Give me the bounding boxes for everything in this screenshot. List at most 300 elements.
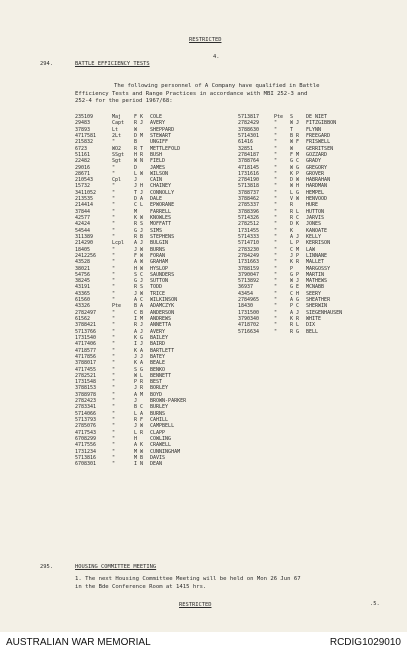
service-number: 210543 — [75, 177, 94, 184]
rank: Pte — [112, 303, 122, 310]
initials: H — [134, 435, 138, 442]
initials: K A — [134, 360, 144, 367]
rank: " — [112, 278, 116, 285]
service-number: 2783341 — [75, 404, 97, 411]
rank: Sgt — [112, 158, 122, 165]
surname: SIMS — [150, 227, 163, 234]
surname: CLAPP — [150, 429, 166, 436]
service-number: 4718702 — [238, 322, 260, 329]
item-295-title: HOUSING COMMITTEE MEETING — [75, 564, 157, 570]
rank: " — [112, 417, 116, 423]
rank: " — [112, 259, 116, 266]
initials: K G — [134, 334, 144, 341]
rank: " — [274, 290, 278, 297]
service-number: 214290 — [75, 240, 94, 247]
service-number: 5713766 — [75, 328, 97, 335]
service-number: 3788017 — [75, 360, 97, 367]
initials: D — [134, 164, 138, 171]
rank: Lcpl — [112, 240, 125, 247]
initials: L A — [134, 410, 144, 417]
service-number: 2782423 — [75, 398, 97, 405]
surname: CONNOLLY — [150, 189, 175, 196]
page-number: 4. — [213, 54, 220, 60]
service-number: 6723 — [75, 145, 88, 152]
service-number: 29016 — [75, 164, 91, 171]
surname: STEPHENS — [150, 233, 175, 240]
initials: W — [290, 145, 294, 152]
surname: FRISWELL — [306, 139, 331, 146]
rank: " — [112, 454, 116, 461]
rank: " — [112, 252, 116, 259]
rank: " — [112, 385, 116, 392]
service-number: 3788421 — [75, 322, 97, 329]
service-number: 3788396 — [238, 208, 260, 215]
service-number: 3790340 — [238, 316, 260, 322]
surname: BULGIN — [150, 240, 169, 247]
service-number: 1731234 — [75, 448, 97, 455]
rank: " — [274, 227, 278, 234]
rank: " — [274, 233, 278, 240]
initials: D W — [290, 177, 300, 184]
initials: C H — [290, 290, 300, 297]
rank: " — [274, 221, 278, 228]
initials: J — [134, 177, 138, 184]
surname: HURE — [306, 202, 319, 209]
rank: " — [112, 410, 116, 417]
rank: " — [274, 132, 278, 139]
service-number: 61560 — [75, 297, 91, 304]
surname: GERRITSEN — [306, 145, 334, 152]
surname: EPWORANE — [150, 202, 175, 209]
surname: JAMES — [150, 164, 166, 171]
surname: FREEGARD — [306, 132, 331, 139]
rank: " — [274, 126, 278, 133]
initials: L P — [290, 240, 300, 247]
initials: W F — [290, 139, 300, 146]
service-number: 4717406 — [75, 341, 97, 348]
service-number: 215832 — [75, 139, 94, 146]
service-number: 235109 — [75, 114, 94, 120]
service-number: 15732 — [75, 183, 91, 190]
rank: " — [274, 139, 278, 146]
surname: STEWART — [150, 132, 172, 139]
surname: ANDERSON — [150, 309, 175, 316]
initials: W L — [134, 372, 144, 379]
surname: CRAWELL — [150, 442, 172, 449]
service-number: 2782512 — [238, 221, 260, 228]
surname: DALE — [150, 196, 163, 203]
rank: " — [274, 158, 278, 165]
rank: " — [112, 461, 116, 468]
initials: W G — [290, 164, 300, 171]
initials: G P — [290, 271, 300, 278]
initials: J P — [290, 252, 300, 259]
surname: BATEY — [150, 353, 166, 360]
rank: " — [274, 120, 278, 127]
rank: " — [112, 322, 116, 329]
surname: SUTTON — [150, 278, 169, 285]
rank: " — [112, 316, 116, 322]
initials: S G — [134, 366, 144, 373]
service-number: 4717455 — [75, 366, 97, 373]
surname: WHITE — [306, 316, 322, 322]
rank: " — [274, 170, 278, 177]
rank: " — [274, 252, 278, 259]
surname: KERRISON — [306, 240, 331, 247]
rank: " — [112, 429, 116, 436]
service-number: 2785076 — [75, 423, 97, 430]
surname: MARGOSSY — [306, 265, 331, 272]
surname: BENKO — [150, 366, 166, 373]
rank: " — [112, 448, 116, 455]
surname: HUTTON — [306, 208, 325, 215]
service-number: 2785337 — [238, 202, 260, 209]
surname: GOZZARD — [306, 151, 328, 158]
initials: I N — [134, 461, 144, 468]
initials: R J — [134, 120, 144, 127]
initials: B R — [290, 132, 300, 139]
rank: " — [112, 360, 116, 367]
service-number: 4718145 — [238, 164, 260, 171]
surname: MATHEWS — [306, 278, 328, 285]
service-number: 51161 — [75, 151, 91, 158]
surname: FARRELL — [150, 208, 172, 215]
initials: K — [290, 227, 294, 234]
initials: W — [134, 126, 138, 133]
initials: K R — [290, 259, 300, 266]
initials: W N — [134, 158, 144, 165]
service-number: 2412256 — [75, 252, 97, 259]
personnel-list-left — [75, 114, 230, 468]
initials: L R — [134, 429, 144, 436]
rank: " — [112, 139, 116, 146]
rank: " — [112, 265, 116, 272]
surname: DAVIS — [150, 454, 166, 461]
surname: BROWN-PARKER — [150, 398, 187, 405]
rank: " — [274, 164, 278, 171]
surname: MARTIN — [306, 271, 325, 278]
initials: R S — [134, 284, 144, 291]
archive-name: AUSTRALIAN WAR MEMORIAL — [6, 637, 151, 648]
service-number: 37893 — [75, 126, 91, 133]
service-number: 3411052 — [75, 189, 97, 196]
surname: TODD — [150, 284, 163, 291]
initials: B C — [134, 404, 144, 411]
rank: " — [274, 309, 278, 316]
surname: GREGORY — [306, 164, 328, 171]
surname: SAUNDERS — [150, 271, 175, 278]
intro-line-3: 252-4 for the period 1967/68: — [75, 98, 173, 104]
service-number: 5714333 — [238, 233, 260, 240]
service-number: 43326 — [75, 303, 91, 310]
rank: " — [274, 189, 278, 196]
surname: METTLEFOLD — [150, 145, 181, 152]
rank: " — [112, 221, 116, 228]
rank: " — [112, 208, 116, 215]
rank: " — [274, 278, 278, 285]
surname: BARTLETT — [150, 347, 175, 354]
initials: R L — [290, 208, 300, 215]
initials: D A — [134, 196, 144, 203]
rank: " — [112, 297, 116, 304]
rank: " — [274, 145, 278, 152]
service-number: 29483 — [75, 120, 91, 127]
surname: MCNABB — [306, 284, 325, 291]
surname: DIX — [306, 322, 316, 329]
surname: JONES — [306, 221, 322, 228]
surname: KELLY — [306, 233, 322, 240]
initials: J W — [134, 246, 144, 253]
rank: " — [274, 259, 278, 266]
initials: R G — [290, 328, 300, 335]
initials: G J — [134, 278, 144, 285]
initials: R T — [134, 145, 144, 152]
rank: " — [112, 189, 116, 196]
surname: BEALE — [150, 360, 166, 367]
service-number: 38245 — [75, 278, 91, 285]
intro-line-1: The following personnel of A Company have qualified in Battle — [114, 83, 320, 89]
rank: " — [112, 353, 116, 360]
rank: " — [274, 202, 278, 209]
surname: FLYNN — [306, 126, 322, 133]
initials: K W — [134, 215, 144, 221]
service-number: 43365 — [75, 290, 91, 297]
initials: H R — [134, 151, 144, 158]
rank: " — [112, 183, 116, 190]
surname: CHAINEY — [150, 183, 172, 190]
initials: D K — [290, 221, 300, 228]
rank: Capt — [112, 120, 125, 127]
initials: M W — [134, 448, 144, 455]
service-number: 4717581 — [75, 132, 97, 139]
service-number: 3790047 — [238, 271, 260, 278]
initials: A K — [134, 442, 144, 449]
initials: R C — [290, 215, 300, 221]
surname: LAW — [306, 246, 316, 253]
surname: HEMPEL — [306, 189, 325, 196]
surname: TRICE — [150, 290, 166, 297]
personnel-row — [75, 461, 230, 467]
rank: " — [112, 366, 116, 373]
archive-footer — [0, 632, 407, 654]
initials: F W — [134, 252, 144, 259]
initials: A M — [134, 391, 144, 398]
service-number: 22482 — [75, 158, 91, 165]
initials: W J — [290, 278, 300, 285]
surname: CUNNINGHAM — [150, 448, 181, 455]
surname: AVERY — [150, 120, 166, 127]
surname: BEST — [150, 379, 163, 386]
initials: R — [290, 202, 294, 209]
initials: D M — [134, 132, 144, 139]
intro-line-2: Efficiency Tests and Range Practices in accordance with MBI 252-3 and — [75, 90, 308, 97]
initials: S C — [134, 271, 144, 278]
initials: I M — [134, 316, 144, 322]
surname: CAHILL — [150, 417, 169, 423]
initials: A C — [134, 297, 144, 304]
service-number: 61416 — [238, 139, 254, 146]
rank: " — [274, 284, 278, 291]
surname: BOYD — [150, 391, 163, 398]
service-number: 1731455 — [238, 227, 260, 234]
surname: HABRAHAN — [306, 177, 331, 184]
service-number: 1731663 — [238, 259, 260, 266]
service-number: 5714066 — [75, 410, 97, 417]
rank: " — [112, 341, 116, 348]
initials: M B — [134, 454, 144, 461]
item-295-line-1: 1. The next Housing Committee Meeting will be held on Mon 26 Jun 67 — [75, 576, 301, 582]
initials: S — [290, 114, 294, 120]
service-number: 2784249 — [238, 252, 260, 259]
rank: " — [112, 435, 116, 442]
service-number: 18405 — [75, 246, 91, 253]
rank: " — [274, 303, 278, 310]
surname: BORLEY — [150, 385, 169, 392]
rank: " — [112, 398, 116, 405]
surname: BAILEY — [150, 334, 169, 341]
rank: " — [274, 151, 278, 158]
initials: A G — [290, 297, 300, 304]
initials: C L — [134, 202, 144, 209]
initials: M — [134, 208, 138, 215]
service-number: 3788159 — [238, 265, 260, 272]
rank: " — [274, 196, 278, 203]
service-number: 36937 — [238, 284, 254, 291]
surname: COLE — [150, 114, 163, 120]
initials: K R — [290, 316, 300, 322]
service-number: 5716634 — [238, 328, 260, 335]
service-number: 42424 — [75, 221, 91, 228]
service-number: 2783230 — [238, 246, 260, 253]
initials: P R — [134, 379, 144, 386]
service-number: 2784965 — [238, 297, 260, 304]
service-number: 43528 — [75, 259, 91, 266]
surname: WILSON — [150, 170, 169, 177]
service-number: 3788737 — [238, 189, 260, 196]
rank: Lt — [112, 126, 119, 133]
initials: L G — [290, 189, 300, 196]
surname: SHERWIN — [306, 303, 328, 310]
service-number: 3788630 — [238, 126, 260, 133]
rank: " — [274, 271, 278, 278]
rank: " — [112, 328, 116, 335]
service-number: 37844 — [75, 208, 91, 215]
initials: A W — [134, 259, 144, 266]
surname: BELL — [306, 328, 319, 335]
personnel-row — [238, 329, 386, 335]
surname: ANDREWS — [150, 316, 172, 322]
service-number: 2784190 — [238, 177, 260, 184]
surname: CAIN — [150, 177, 163, 184]
service-number: 4717556 — [75, 442, 97, 449]
initials: B — [134, 139, 138, 146]
service-number: 4718577 — [75, 347, 97, 354]
initials: F M — [290, 151, 300, 158]
rank: " — [274, 246, 278, 253]
personnel-list-right — [238, 114, 386, 335]
service-number: 5713818 — [238, 183, 260, 190]
service-number: 2782429 — [238, 120, 260, 127]
surname: GRAHAM — [150, 259, 169, 266]
initials: B A — [134, 303, 144, 310]
rank: SSgt — [112, 151, 125, 158]
initials: V W — [290, 196, 300, 203]
classification-top: RESTRICTED — [189, 37, 222, 43]
rank: Maj — [112, 114, 122, 120]
rank: " — [274, 183, 278, 190]
initials: R J — [134, 322, 144, 329]
surname: FORAN — [150, 252, 166, 259]
service-number: 1731500 — [238, 309, 260, 316]
surname: FITZGIBBON — [306, 120, 337, 127]
surname: GRADY — [306, 158, 322, 165]
service-number: 214414 — [75, 202, 94, 209]
service-number: 3788462 — [238, 196, 260, 203]
item-295-line-2: in the Bde Conference Room at 1415 hrs. — [75, 584, 207, 590]
rank: " — [274, 328, 278, 335]
rank: 2Lt — [112, 132, 122, 139]
rank: " — [112, 215, 116, 221]
service-number: 213535 — [75, 196, 94, 203]
rank: " — [112, 290, 116, 297]
initials: G C — [290, 158, 300, 165]
initials: A J — [290, 233, 300, 240]
rank: Cpl — [112, 177, 122, 184]
service-number: 5714326 — [238, 215, 260, 221]
initials: C M — [290, 246, 300, 253]
rank: " — [112, 164, 116, 171]
service-number: 5714301 — [238, 132, 260, 139]
initials: W J — [290, 120, 300, 127]
rank: " — [112, 170, 116, 177]
initials: J W — [134, 423, 144, 430]
service-number: 3788764 — [238, 158, 260, 165]
rank: " — [274, 208, 278, 215]
rank: " — [274, 215, 278, 221]
service-number: 5713816 — [75, 454, 97, 461]
surname: BAIRD — [150, 341, 166, 348]
surname: BURLEY — [150, 404, 169, 411]
service-number: 38021 — [75, 265, 91, 272]
service-number: 4717543 — [75, 429, 97, 436]
initials: K A — [134, 347, 144, 354]
rank: " — [274, 177, 278, 184]
service-number: 6708299 — [75, 435, 97, 442]
service-number: 3788153 — [75, 385, 97, 392]
initials: H W — [134, 265, 144, 272]
item-294-title: BATTLE EFFICIENCY TESTS — [75, 61, 150, 67]
initials: A J — [134, 328, 144, 335]
initials: P — [290, 265, 294, 272]
service-number: 1731548 — [75, 379, 97, 386]
service-number: 61562 — [75, 316, 91, 322]
surname: BUSH — [150, 151, 163, 158]
service-number: 5713793 — [75, 417, 97, 423]
service-number: 5713892 — [238, 278, 260, 285]
rank: " — [274, 316, 278, 322]
service-number: 54544 — [75, 227, 91, 234]
initials: A J — [290, 309, 300, 316]
service-number: 5713817 — [238, 114, 260, 120]
item-294-number: 294. — [40, 61, 53, 67]
initials: G J — [134, 227, 144, 234]
rank: " — [112, 227, 116, 234]
service-number: 2782497 — [75, 309, 97, 316]
surname: SIEGENHAUSEN — [306, 309, 343, 316]
initials: J J — [134, 353, 144, 360]
surname: BURNS — [150, 246, 166, 253]
initials: K P — [290, 170, 300, 177]
